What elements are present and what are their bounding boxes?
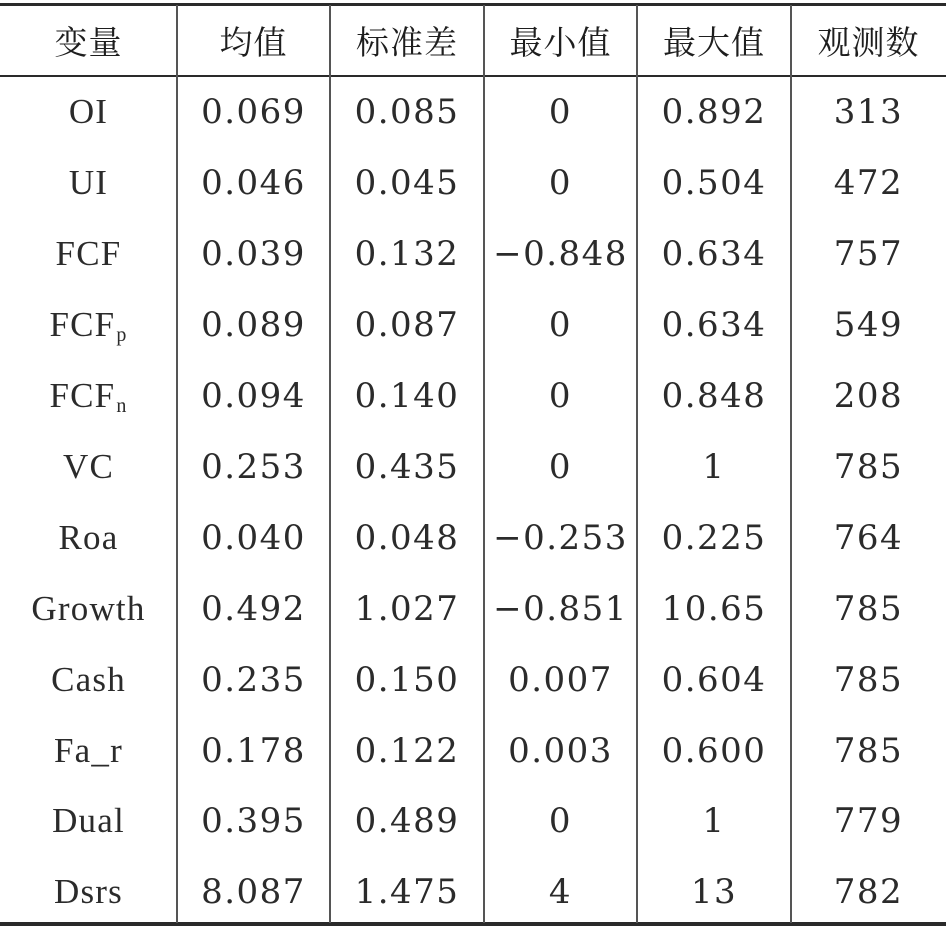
cell-max: 0.848 bbox=[661, 376, 767, 417]
table-row bbox=[0, 219, 946, 290]
cell-max: 0.604 bbox=[661, 659, 767, 700]
variable-name: Fa_r bbox=[54, 730, 123, 770]
cell-mean: 0.178 bbox=[201, 730, 306, 771]
cell-std-dev: 0.045 bbox=[354, 163, 460, 204]
cell-variable bbox=[0, 502, 177, 573]
cell-mean: 0.253 bbox=[201, 446, 306, 487]
cell-variable bbox=[0, 715, 177, 786]
cell-min: 0.003 bbox=[508, 730, 613, 771]
cell-max: 13 bbox=[690, 872, 738, 913]
variable-name: Cash bbox=[51, 659, 126, 699]
cell-min: 0 bbox=[548, 92, 573, 133]
cell-variable bbox=[0, 857, 177, 928]
cell-mean: 0.046 bbox=[201, 163, 306, 204]
variable-name: Roa bbox=[58, 517, 119, 557]
header-min: 最小值 bbox=[509, 23, 612, 62]
cell-observations: 785 bbox=[833, 659, 904, 700]
cell-max: 0.225 bbox=[661, 517, 767, 558]
variable-name: FCF bbox=[49, 376, 116, 416]
cell-max: 0.892 bbox=[661, 92, 767, 133]
cell-std-dev: 0.489 bbox=[354, 801, 460, 842]
table-row bbox=[0, 432, 946, 503]
header-observations: 观测数 bbox=[817, 23, 920, 62]
cell-min: 0.007 bbox=[508, 659, 613, 700]
variable-name: Dual bbox=[52, 801, 125, 841]
cell-std-dev: 0.140 bbox=[354, 376, 460, 417]
variable-subscript: p bbox=[116, 323, 128, 346]
table-row bbox=[0, 857, 946, 928]
table-row bbox=[0, 786, 946, 857]
variable-name: FCF bbox=[55, 234, 122, 274]
cell-min: −0.851 bbox=[493, 588, 628, 629]
header-std-dev: 标准差 bbox=[356, 23, 458, 62]
cell-std-dev: 0.087 bbox=[354, 305, 460, 346]
variable-name: OI bbox=[68, 92, 109, 132]
cell-variable bbox=[0, 361, 177, 432]
cell-min: 0 bbox=[548, 446, 573, 487]
variable-name: FCF bbox=[49, 305, 116, 345]
cell-variable bbox=[0, 786, 177, 857]
cell-mean: 0.235 bbox=[201, 659, 306, 700]
table-row bbox=[0, 502, 946, 573]
header-max: 最大值 bbox=[663, 23, 765, 62]
cell-std-dev: 0.150 bbox=[354, 659, 460, 700]
cell-std-dev: 1.475 bbox=[354, 872, 460, 913]
cell-mean: 0.069 bbox=[201, 92, 306, 133]
cell-std-dev: 0.132 bbox=[354, 234, 460, 275]
cell-mean: 0.089 bbox=[201, 305, 306, 346]
variable-name: UI bbox=[68, 163, 109, 203]
table-row bbox=[0, 290, 946, 361]
cell-observations: 782 bbox=[833, 872, 904, 913]
cell-mean: 0.039 bbox=[201, 234, 306, 275]
cell-max: 1 bbox=[702, 801, 726, 842]
cell-min: 0 bbox=[548, 801, 573, 842]
cell-max: 1 bbox=[702, 446, 726, 487]
cell-mean: 0.492 bbox=[201, 588, 306, 629]
cell-observations: 779 bbox=[833, 801, 904, 842]
cell-min: −0.253 bbox=[493, 517, 628, 558]
cell-variable bbox=[0, 77, 177, 148]
cell-observations: 549 bbox=[833, 305, 904, 346]
cell-max: 0.600 bbox=[661, 730, 767, 771]
table-header bbox=[0, 6, 946, 75]
cell-observations: 208 bbox=[833, 376, 904, 417]
cell-std-dev: 0.085 bbox=[354, 92, 460, 133]
cell-observations: 785 bbox=[833, 446, 904, 487]
cell-observations: 472 bbox=[833, 163, 904, 204]
cell-variable bbox=[0, 432, 177, 503]
cell-observations: 785 bbox=[833, 588, 904, 629]
variable-name: Dsrs bbox=[54, 872, 123, 912]
table-row bbox=[0, 715, 946, 786]
cell-variable bbox=[0, 290, 177, 361]
cell-min: 0 bbox=[548, 376, 573, 417]
cell-mean: 8.087 bbox=[201, 872, 306, 913]
cell-std-dev: 0.435 bbox=[354, 446, 460, 487]
cell-variable bbox=[0, 219, 177, 290]
table-row bbox=[0, 573, 946, 644]
variable-name: Growth bbox=[31, 588, 146, 628]
variable-subscript: n bbox=[116, 394, 128, 417]
header-mean: 均值 bbox=[219, 23, 288, 62]
cell-variable bbox=[0, 644, 177, 715]
cell-max: 0.504 bbox=[661, 163, 767, 204]
variable-name: VC bbox=[62, 446, 115, 486]
cell-std-dev: 1.027 bbox=[354, 588, 460, 629]
cell-observations: 313 bbox=[833, 92, 904, 133]
cell-mean: 0.040 bbox=[201, 517, 306, 558]
cell-max: 10.65 bbox=[661, 588, 767, 629]
cell-min: −0.848 bbox=[493, 234, 628, 275]
table-row bbox=[0, 77, 946, 148]
table-row bbox=[0, 148, 946, 219]
cell-observations: 764 bbox=[833, 517, 904, 558]
cell-observations: 757 bbox=[833, 234, 904, 275]
cell-observations: 785 bbox=[833, 730, 904, 771]
cell-std-dev: 0.122 bbox=[354, 730, 460, 771]
table-row bbox=[0, 644, 946, 715]
header-variable: 变量 bbox=[54, 23, 123, 62]
cell-mean: 0.094 bbox=[201, 376, 306, 417]
cell-min: 0 bbox=[548, 163, 573, 204]
cell-variable bbox=[0, 148, 177, 219]
cell-std-dev: 0.048 bbox=[354, 517, 460, 558]
cell-min: 0 bbox=[548, 305, 573, 346]
cell-variable bbox=[0, 573, 177, 644]
table-row bbox=[0, 361, 946, 432]
cell-mean: 0.395 bbox=[201, 801, 306, 842]
cell-max: 0.634 bbox=[661, 234, 767, 275]
cell-max: 0.634 bbox=[661, 305, 767, 346]
cell-min: 4 bbox=[548, 872, 573, 913]
